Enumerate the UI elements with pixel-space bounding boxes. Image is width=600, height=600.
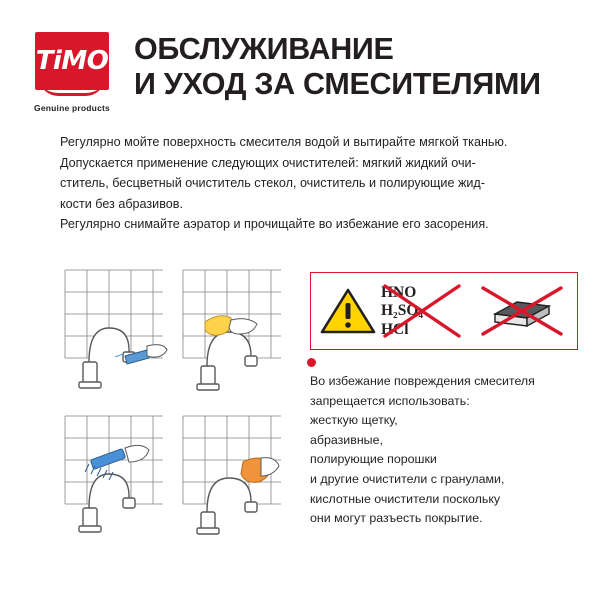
warning-line-8: они могут разъесть покрытие. <box>310 511 483 526</box>
chemical-line-2: H₂SO₄ <box>381 302 424 320</box>
illustration-svg <box>55 266 295 536</box>
intro-line-1: Регулярно мойте поверхность смесителя водой и вытирайте мягкой тканью. <box>60 135 508 149</box>
page-title-line-2: И УХОД ЗА СМЕСИТЕЛЯМИ <box>134 66 541 101</box>
faucet-illustration-2 <box>197 332 257 390</box>
polish-cloth-icon <box>241 458 279 483</box>
intro-line-3: ститель, бесцветный очиститель стекол, очиститель и полирующие жид- <box>60 176 485 191</box>
intro-line-2: Допускается применение следующих очистителей: мягкий жидкий очи- <box>60 155 476 170</box>
document-header <box>24 30 580 113</box>
warning-triangle-icon <box>317 286 379 336</box>
warning-text-block <box>310 372 582 529</box>
intro-line-5: Регулярно снимайте аэратор и прочищайте во избежание его засорения. <box>60 217 489 232</box>
forbidden-chemicals <box>379 280 475 342</box>
chemical-line-3: HCl <box>381 320 409 338</box>
warning-line-6: и другие очистители с гранулами, <box>310 471 505 486</box>
intro-paragraph <box>60 132 580 235</box>
logo-swoosh-icon <box>39 77 105 96</box>
red-cross-icon <box>379 280 473 342</box>
illustration-group <box>55 266 295 536</box>
brand-logo <box>24 30 120 113</box>
logo-tagline: Genuine products <box>34 103 110 113</box>
warning-line-2: запрещается использовать: <box>310 393 470 408</box>
warning-box <box>310 272 578 350</box>
faucet-illustration-4 <box>197 478 257 534</box>
warning-line-1: Во избежание повреждения смесителя <box>310 374 535 388</box>
warning-line-4: абразивные, <box>310 432 383 447</box>
chemical-line-1: HNO <box>381 284 417 301</box>
forbidden-sponge <box>475 280 571 342</box>
page-title-line-1: ОБСЛУЖИВАНИЕ <box>134 32 394 66</box>
logo-wordmark: TiMO <box>35 46 109 76</box>
warning-line-7: кислотные очистители поскольку <box>310 491 501 506</box>
red-bullet-marker <box>307 358 316 367</box>
logo-box <box>35 32 109 90</box>
page-title <box>120 30 580 102</box>
intro-line-4: кости без абразивов. <box>60 196 183 211</box>
warning-line-5: полирующие порошки <box>310 452 437 467</box>
warning-line-3: жесткую щетку, <box>310 413 398 428</box>
